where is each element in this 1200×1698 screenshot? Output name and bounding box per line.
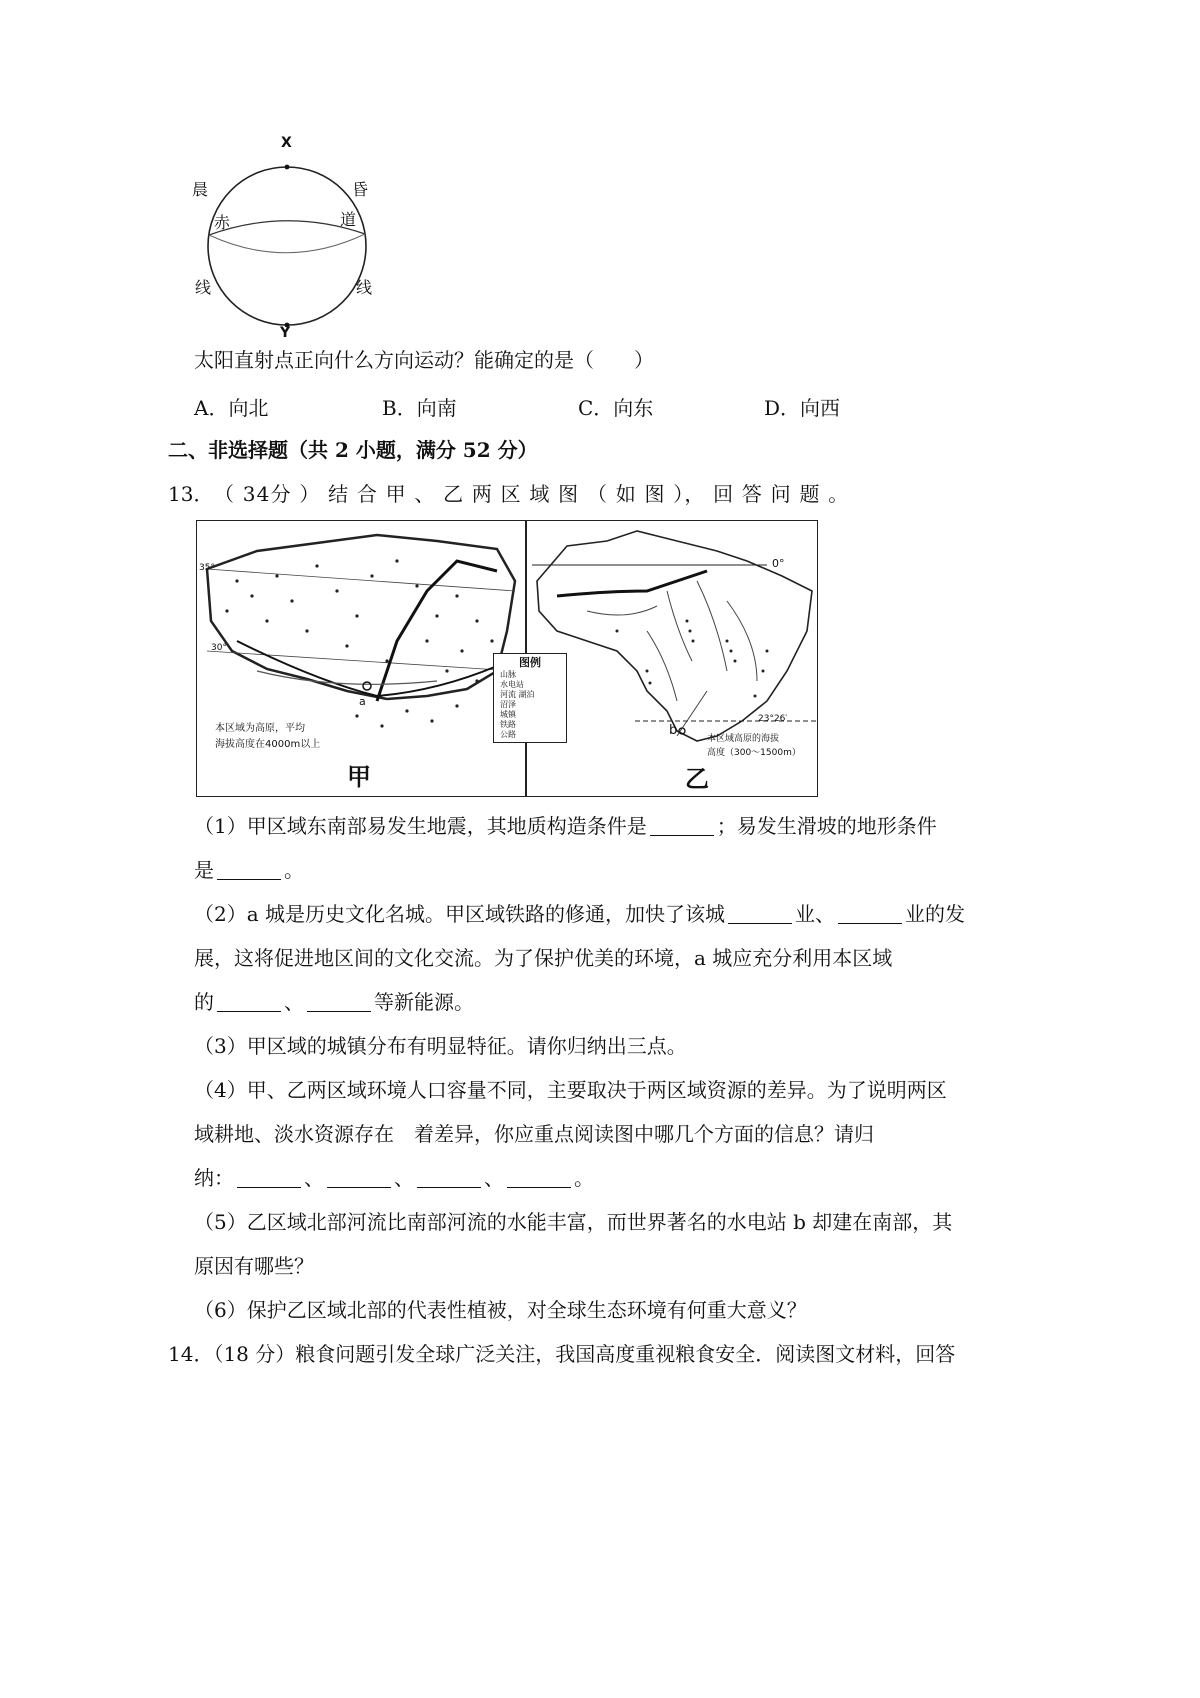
q13-p4-sep: 、 — [304, 1166, 324, 1190]
q13-p3: （3）甲区域的城镇分布有明显特征。请你归纳出三点。 — [194, 1034, 687, 1058]
q13-p2-line3 — [194, 988, 474, 1016]
jia-railway — [377, 561, 497, 701]
jia-lat-35 — [207, 569, 515, 591]
legend-item: 城镇 — [500, 710, 516, 719]
jia-border — [207, 535, 515, 699]
map-jia-svg — [197, 521, 525, 796]
q13-p4-sep: 、 — [394, 1166, 414, 1190]
q13-p2-text-e: 、 — [284, 990, 304, 1014]
q13-p2-text-f: 等新能源。 — [374, 990, 474, 1014]
q13-p1-line1 — [194, 812, 937, 840]
label-y: Y — [280, 325, 291, 341]
point-x — [285, 165, 290, 170]
q13-p1-text-b: ；易发生滑坡的地形条件 — [716, 814, 937, 838]
answer-blank[interactable] — [507, 1167, 571, 1188]
label-chi: 赤 — [214, 213, 231, 232]
yi-border — [537, 531, 812, 741]
answer-blank[interactable] — [217, 859, 281, 880]
q13-p2-text-b: 业、 — [795, 902, 836, 926]
q13-p5-line2: 原因有哪些？ — [194, 1254, 314, 1278]
jia-lat-top: 35° — [199, 563, 215, 573]
answer-blank[interactable] — [838, 903, 902, 924]
label-chen: 晨 — [192, 180, 209, 199]
section-title: 二、非选择题（共 2 小题，满分 52 分） — [168, 438, 538, 462]
q13-p2-line2: 展，这将促进地区间的文化交流。为了保护优美的环境，a 城应充分利用本区域 — [194, 946, 893, 970]
answer-blank[interactable] — [417, 1167, 481, 1188]
legend-item: 公路 — [500, 730, 516, 739]
q13-p2-text-d: 的 — [194, 990, 214, 1014]
answer-blank[interactable] — [728, 903, 792, 924]
legend-title: 图例 — [519, 656, 541, 669]
equator-lower — [209, 234, 365, 253]
q13-p2-text-a: （2）a 城是历史文化名城。甲区域铁路的修通，加快了该城 — [194, 902, 726, 926]
jia-note-2: 海拔高度在4000m以上 — [215, 739, 321, 750]
q13-p2-line1 — [194, 900, 965, 928]
answer-blank[interactable] — [650, 815, 714, 836]
q13-p4-line3 — [194, 1164, 594, 1192]
label-hun: 昏 — [352, 180, 369, 199]
q12-option-a: A．向北 — [194, 396, 269, 420]
yi-label: 乙 — [685, 764, 709, 793]
q13-p1-line2 — [194, 856, 304, 884]
legend-item: 沼泽 — [500, 700, 516, 709]
yi-lat-bottom: 23°26′ — [758, 714, 788, 724]
legend-item: 河流 湖泊 — [500, 690, 535, 699]
q13-intro: （ 34分 ） 结 合 甲 、 乙 两 区 域 图 （ 如 图 ）， 回 答 问 题 。 — [214, 482, 850, 506]
q12-option-d: D．向西 — [764, 396, 841, 420]
q13-p1-text-a: （1）甲区域东南部易发生地震，其地质构造条件是 — [194, 814, 647, 838]
answer-blank[interactable] — [307, 991, 371, 1012]
q13-p4-sep: 、 — [484, 1166, 504, 1190]
yi-rivers — [587, 581, 757, 736]
jia-note-1: 本区域为高原，平均 — [215, 723, 305, 734]
yi-lat-top: 0° — [772, 557, 785, 570]
q13-number: 13． — [168, 482, 214, 506]
yi-station-b-label: b — [669, 723, 678, 738]
q13-p2-text-c: 业的发 — [905, 902, 966, 926]
day-night-diagram — [190, 135, 390, 345]
answer-blank[interactable] — [237, 1167, 301, 1188]
q12-option-b: B．向南 — [382, 396, 457, 420]
jia-label: 甲 — [347, 762, 371, 791]
yi-note-2: 高度（300～1500m） — [707, 748, 801, 758]
label-xian-right: 线 — [356, 278, 373, 297]
legend-item: 山脉 — [500, 670, 516, 679]
q13-p4-text-a: 纳： — [194, 1166, 234, 1190]
jia-lat-bottom: 30° — [211, 643, 227, 653]
label-dao: 道 — [340, 210, 357, 229]
label-x: X — [281, 135, 292, 151]
q13-p5-line1: （5）乙区域北部河流比南部河流的水能丰富，而世界著名的水电站 b 却建在南部，其 — [194, 1210, 953, 1234]
label-xian-left: 线 — [195, 278, 212, 297]
region-maps — [196, 520, 818, 797]
jia-city-a — [363, 682, 371, 690]
q13-p6: （6）保护乙区域北部的代表性植被，对全球生态环境有何重大意义？ — [194, 1298, 807, 1322]
yi-note-1: 本区域高原的海拔 — [707, 734, 780, 744]
q12-option-c: C．向东 — [578, 396, 654, 420]
q14-line: 14．（18 分）粮食问题引发全球广泛关注，我国高度重视粮食安全．阅读图文材料，回答 — [168, 1342, 956, 1366]
q13-p4-end: 。 — [574, 1166, 594, 1190]
diagram-svg — [190, 135, 390, 345]
legend-item: 水电站 — [500, 680, 524, 689]
earth-circle — [208, 167, 369, 325]
q13-p4-line2: 域耕地、淡水资源存在 着差异，你应重点阅读图中哪几个方面的信息？请归 — [194, 1122, 874, 1146]
q13-p4-line1: （4）甲、乙两区域环境人口容量不同，主要取决于两区域资源的差异。为了说明两区 — [194, 1078, 947, 1102]
jia-city-a-label: a — [359, 695, 366, 708]
jia-road — [237, 641, 497, 696]
q13-p1-text-d: 。 — [284, 858, 304, 882]
legend-item: 铁路 — [500, 720, 516, 729]
answer-blank[interactable] — [327, 1167, 391, 1188]
answer-blank[interactable] — [217, 991, 281, 1012]
yi-amazon — [557, 571, 707, 596]
q13-p1-text-c: 是 — [194, 858, 214, 882]
q12-stem: 太阳直射点正向什么方向运动？能确定的是（ ） — [194, 348, 654, 372]
